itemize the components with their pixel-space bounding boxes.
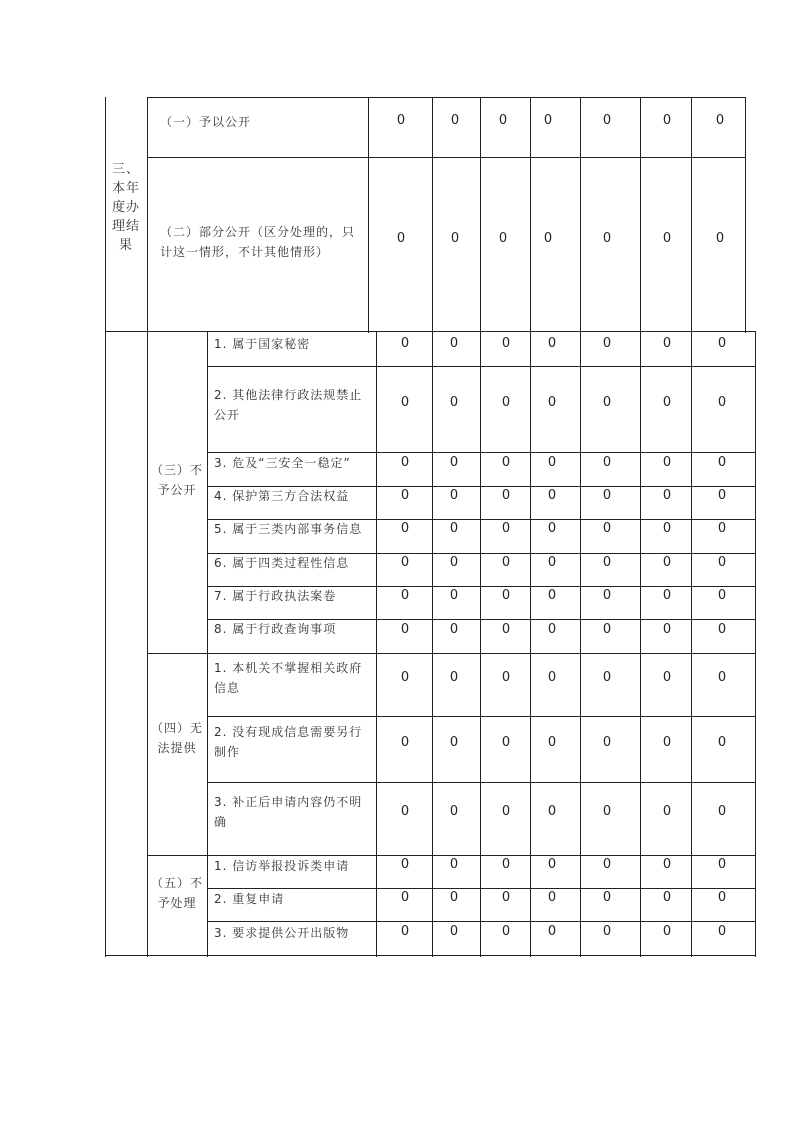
value-cell: 0 (547, 521, 557, 536)
value-cell: 0 (602, 231, 612, 246)
value-cell: 0 (717, 488, 727, 503)
value-cell: 0 (717, 890, 727, 905)
grid-line (691, 97, 692, 333)
value-cell: 0 (547, 588, 557, 603)
value-cell: 0 (662, 622, 672, 637)
value-cell: 0 (602, 395, 612, 410)
grid-line (207, 366, 756, 367)
grid-line (376, 331, 377, 957)
value-cell: 0 (662, 521, 672, 536)
item-label: 2. 没有现成信息需要另行制作 (214, 725, 363, 759)
value-cell: 0 (547, 670, 557, 685)
table-bottom-border (105, 955, 756, 956)
value-cell: 0 (501, 622, 511, 637)
value-cell: 0 (717, 336, 727, 351)
value-cell: 0 (662, 488, 672, 503)
grid-line (432, 331, 433, 957)
grid-line (580, 331, 581, 957)
table-left-border (105, 97, 106, 957)
value-cell: 0 (501, 336, 511, 351)
value-cell: 0 (602, 455, 612, 470)
value-cell: 0 (715, 113, 725, 128)
value-cell: 0 (717, 804, 727, 819)
value-cell: 0 (602, 336, 612, 351)
value-cell: 0 (501, 857, 511, 872)
grid-line (530, 97, 531, 333)
item-label: 3. 危及“三安全一稳定” (214, 456, 351, 470)
value-cell: 0 (717, 395, 727, 410)
value-cell: 0 (602, 622, 612, 637)
table-right-border-top (745, 97, 746, 333)
grid-line (480, 331, 481, 957)
value-cell: 0 (717, 455, 727, 470)
group-title-not-public: （三）不予公开 (151, 463, 204, 497)
value-cell: 0 (547, 622, 557, 637)
value-cell: 0 (449, 395, 459, 410)
value-cell: 0 (400, 336, 410, 351)
value-cell: 0 (449, 804, 459, 819)
value-cell: 0 (501, 890, 511, 905)
value-cell: 0 (717, 924, 727, 939)
value-cell: 0 (501, 735, 511, 750)
value-cell: 0 (602, 924, 612, 939)
value-cell: 0 (501, 488, 511, 503)
value-cell: 0 (602, 113, 612, 128)
item-label: 1. 信访举报投诉类申请 (214, 859, 350, 873)
item-label: 8. 属于行政查询事项 (214, 622, 337, 636)
value-cell: 0 (501, 670, 511, 685)
value-cell: 0 (449, 588, 459, 603)
value-cell: 0 (543, 231, 553, 246)
value-cell: 0 (400, 735, 410, 750)
value-cell: 0 (547, 455, 557, 470)
value-cell: 0 (400, 455, 410, 470)
value-cell: 0 (547, 488, 557, 503)
value-cell: 0 (602, 857, 612, 872)
item-label: 3. 要求提供公开出版物 (214, 926, 350, 940)
grid-line (640, 97, 641, 333)
value-cell: 0 (547, 857, 557, 872)
grid-line (368, 97, 369, 333)
value-cell: 0 (501, 924, 511, 939)
value-cell: 0 (501, 455, 511, 470)
value-cell: 0 (547, 735, 557, 750)
value-cell: 0 (400, 588, 410, 603)
value-cell: 0 (396, 113, 406, 128)
item-label: 1. 属于国家秘密 (214, 337, 311, 351)
group-title-not-processed: （五）不予处理 (151, 876, 204, 910)
value-cell: 0 (662, 670, 672, 685)
value-cell: 0 (449, 622, 459, 637)
value-cell: 0 (400, 670, 410, 685)
value-cell: 0 (449, 555, 459, 570)
item-label: 3. 补正后申请内容仍不明确 (214, 795, 363, 829)
value-cell: 0 (602, 555, 612, 570)
value-cell: 0 (602, 670, 612, 685)
grid-line (691, 331, 692, 957)
grid-line (530, 331, 531, 957)
value-cell: 0 (400, 924, 410, 939)
value-cell: 0 (449, 857, 459, 872)
value-cell: 0 (662, 890, 672, 905)
value-cell: 0 (501, 555, 511, 570)
row-label-public: （一）予以公开 (160, 115, 252, 129)
value-cell: 0 (547, 555, 557, 570)
value-cell: 0 (501, 395, 511, 410)
table-right-border-bottom (755, 331, 756, 957)
grid-line (640, 331, 641, 957)
item-label: 5. 属于三类内部事务信息 (214, 522, 363, 536)
value-cell: 0 (602, 588, 612, 603)
grid-line (480, 97, 481, 333)
value-cell: 0 (715, 231, 725, 246)
value-cell: 0 (449, 670, 459, 685)
value-cell: 0 (449, 455, 459, 470)
value-cell: 0 (662, 924, 672, 939)
item-label: 2. 其他法律行政法规禁止公开 (214, 388, 363, 422)
value-cell: 0 (547, 336, 557, 351)
value-cell: 0 (501, 588, 511, 603)
value-cell: 0 (602, 488, 612, 503)
section-title: 三、本年度办理结果 (111, 162, 140, 253)
grid-line (580, 97, 581, 333)
value-cell: 0 (449, 336, 459, 351)
value-cell: 0 (498, 113, 508, 128)
value-cell: 0 (602, 804, 612, 819)
item-label: 2. 重复申请 (214, 892, 285, 906)
value-cell: 0 (449, 890, 459, 905)
value-cell: 0 (547, 890, 557, 905)
value-cell: 0 (717, 622, 727, 637)
value-cell: 0 (449, 924, 459, 939)
value-cell: 0 (547, 804, 557, 819)
value-cell: 0 (662, 395, 672, 410)
value-cell: 0 (501, 804, 511, 819)
grid-line (207, 716, 756, 717)
value-cell: 0 (662, 231, 672, 246)
value-cell: 0 (717, 588, 727, 603)
value-cell: 0 (662, 455, 672, 470)
item-label: 1. 本机关不掌握相关政府信息 (214, 661, 363, 695)
value-cell: 0 (662, 735, 672, 750)
table-top-border (147, 97, 745, 98)
item-label: 6. 属于四类过程性信息 (214, 556, 350, 570)
row-label-partial: （二）部分公开（区分处理的，只计这一情形，不计其他情形） (160, 225, 356, 259)
value-cell: 0 (602, 521, 612, 536)
value-cell: 0 (400, 488, 410, 503)
group-title-unable: （四）无法提供 (151, 721, 204, 755)
value-cell: 0 (662, 555, 672, 570)
item-label: 7. 属于行政执法案卷 (214, 589, 337, 603)
value-cell: 0 (717, 735, 727, 750)
item-label: 4. 保护第三方合法权益 (214, 489, 350, 503)
col-divider-sub (207, 331, 208, 957)
value-cell: 0 (717, 555, 727, 570)
value-cell: 0 (400, 521, 410, 536)
value-cell: 0 (543, 113, 553, 128)
value-cell: 0 (662, 588, 672, 603)
row-divider (147, 157, 745, 158)
value-cell: 0 (498, 231, 508, 246)
value-cell: 0 (400, 890, 410, 905)
value-cell: 0 (662, 804, 672, 819)
col-divider-main (147, 97, 148, 957)
value-cell: 0 (662, 336, 672, 351)
value-cell: 0 (717, 857, 727, 872)
section-divider (105, 331, 756, 332)
value-cell: 0 (662, 857, 672, 872)
grid-line (207, 921, 756, 922)
value-cell: 0 (717, 521, 727, 536)
group-divider (147, 653, 756, 654)
value-cell: 0 (602, 735, 612, 750)
value-cell: 0 (400, 804, 410, 819)
value-cell: 0 (662, 113, 672, 128)
grid-line (207, 782, 756, 783)
value-cell: 0 (449, 521, 459, 536)
value-cell: 0 (602, 890, 612, 905)
grid-line (432, 97, 433, 333)
value-cell: 0 (449, 488, 459, 503)
value-cell: 0 (450, 231, 460, 246)
value-cell: 0 (501, 521, 511, 536)
value-cell: 0 (400, 555, 410, 570)
value-cell: 0 (400, 857, 410, 872)
value-cell: 0 (400, 395, 410, 410)
value-cell: 0 (547, 924, 557, 939)
value-cell: 0 (717, 670, 727, 685)
value-cell: 0 (450, 113, 460, 128)
value-cell: 0 (400, 622, 410, 637)
value-cell: 0 (547, 395, 557, 410)
value-cell: 0 (449, 735, 459, 750)
value-cell: 0 (396, 231, 406, 246)
